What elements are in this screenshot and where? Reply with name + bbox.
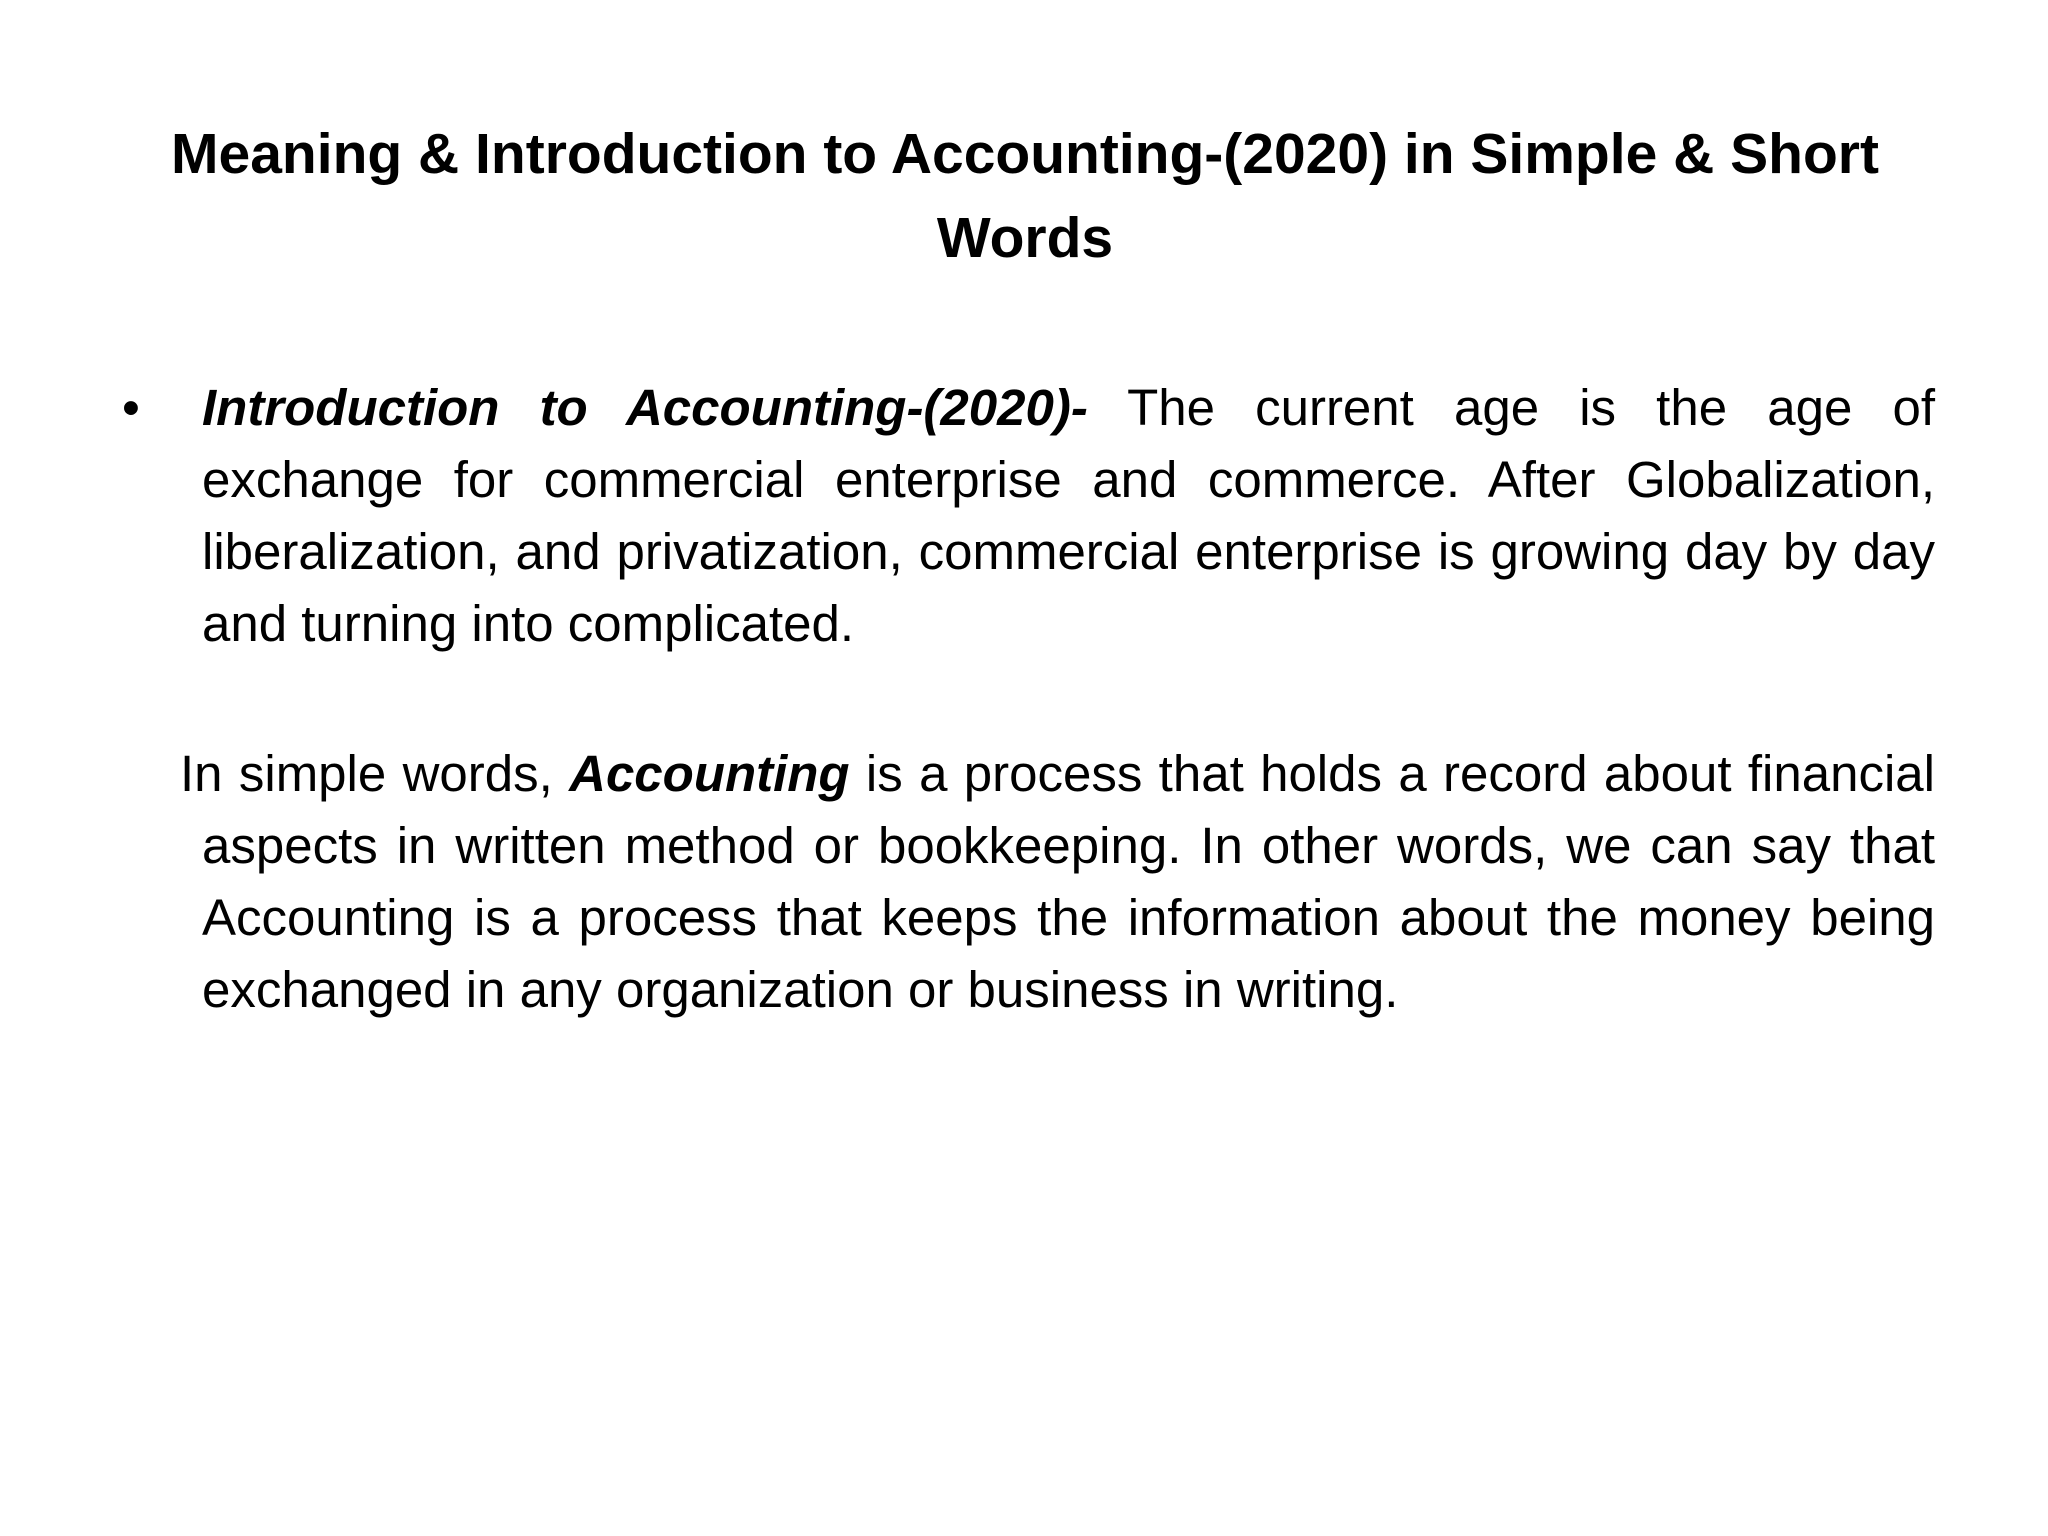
bullet-item	[120, 372, 1935, 660]
definition-paragraph	[120, 738, 1935, 1026]
bullet-marker: •	[122, 379, 140, 436]
paragraph-intro-text: In simple words,	[180, 745, 570, 802]
slide-content	[120, 372, 1935, 1077]
slide-title: Meaning & Introduction to Accounting-(2020) in Simple & Short Words	[171, 122, 1879, 270]
bullet-body-text: The current age is the age of exchange for commercial enterprise and commerce. After Globalization, liberalization, and privatization, commercial enterprise is growing day by day and turning into complicated.	[202, 379, 1935, 652]
paragraph-term: Accounting	[569, 745, 850, 802]
paragraph-body-text: is a process that holds a record about financial aspects in written method or bookkeeping. In other words, we can say that Accounting is a process that keeps the information about the money being exchanged in any organization or business in writing.	[202, 745, 1935, 1018]
bullet-lead-text: Introduction to Accounting-(2020)-	[202, 379, 1088, 436]
